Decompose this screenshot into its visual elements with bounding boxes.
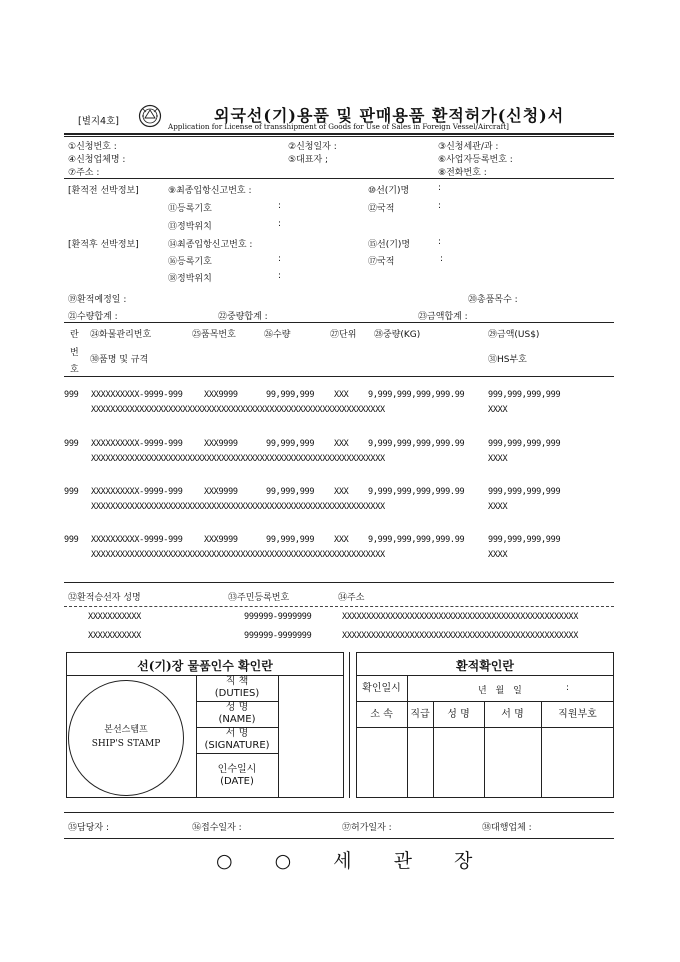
field-before-berth: ⑬정박위치 <box>168 222 212 232</box>
row-line <box>356 701 614 702</box>
crew-address: XXXXXXXXXXXXXXXXXXXXXXXXXXXXXXXXXXXXXXXXXXXXXXXXX <box>342 612 579 622</box>
table-cell-hs: XXXX <box>488 550 508 560</box>
form-number: [별지4호] <box>78 116 119 127</box>
field-application-no: ①신청번호 : <box>68 142 117 152</box>
table-cell-qty: 99,999,999 <box>266 390 315 400</box>
table-cell-unit: XXX <box>334 535 349 545</box>
field-address: ⑦주소 : <box>68 168 100 178</box>
table-cell-weight: 9,999,999,999,999.99 <box>368 390 465 400</box>
divider <box>64 812 614 813</box>
colon-mark: : <box>438 183 442 193</box>
time-colon: : <box>566 683 570 693</box>
col-hs-code: ㉛HS부호 <box>488 355 527 365</box>
duties-label-ko: 직 책 <box>225 676 249 687</box>
field-receipt-date: ㊱접수일자 : <box>192 823 242 833</box>
year-month-day: 년 월 일 <box>478 686 522 696</box>
divider <box>64 838 614 839</box>
table-cell-qty: 99,999,999 <box>266 535 315 545</box>
col-unit: ㉗단위 <box>330 330 357 340</box>
row-line <box>356 727 614 728</box>
table-cell-amount: 999,999,999,999 <box>488 535 561 545</box>
date-label-en: (DATE) <box>220 776 254 787</box>
col-line <box>278 675 279 798</box>
crew-name: XXXXXXXXXXX <box>88 631 141 641</box>
table-cell-mgmt: XXXXXXXXXX-9999-999 <box>91 439 183 449</box>
table-row-no: 999 <box>64 390 79 400</box>
header-rule-thin <box>64 136 614 137</box>
dashed-divider <box>64 606 614 607</box>
signature-label-ko: 서 명 <box>225 728 249 739</box>
col-amount: ㉙금액(US$) <box>488 330 540 340</box>
crew-id: 999999-9999999 <box>244 631 312 641</box>
table-cell-item: XXX9999 <box>204 439 238 449</box>
colon-mark: : <box>278 271 282 281</box>
col-line <box>349 652 350 798</box>
table-cell-amount: 999,999,999,999 <box>488 390 561 400</box>
col-item-no: ㉕품목번호 <box>192 330 236 340</box>
field-agency: ㊳대행업체 : <box>482 823 532 833</box>
field-phone: ⑧전화번호 : <box>438 168 487 178</box>
after-vessel-label: [환적후 선박정보] <box>68 240 139 250</box>
table-cell-mgmt: XXXXXXXXXX-9999-999 <box>91 487 183 497</box>
table-cell-hs: XXXX <box>488 454 508 464</box>
crew-id: 999999-9999999 <box>244 612 312 622</box>
col-cargo-mgmt-no: ㉔화물관리번호 <box>90 330 152 340</box>
table-cell-unit: XXX <box>334 390 349 400</box>
table-cell-mgmt: XXXXXXXXXX-9999-999 <box>91 390 183 400</box>
field-representative: ⑤대표자 ; <box>288 155 329 165</box>
field-after-entry-report-no: ⑭최종입항신고번호 : <box>168 240 253 250</box>
field-after-vessel-name: ⑮선(기)명 <box>368 240 411 250</box>
field-transship-date: ⑲환적예정일 : <box>68 295 127 305</box>
row-line <box>196 753 278 754</box>
divider <box>64 178 614 179</box>
field-after-berth: ⑱정박위치 <box>168 274 212 284</box>
table-row-no: 999 <box>64 439 79 449</box>
page-subtitle: Application for License of transshipment of Goods for Use of Sales in Foreign Vessel/Aircraft] <box>168 122 509 131</box>
divider <box>64 322 614 323</box>
field-before-registration: ⑪등록기호 <box>168 204 212 214</box>
table-cell-weight: 9,999,999,999,999.99 <box>368 487 465 497</box>
stamp-label-ko: 본선스템프 <box>104 725 148 735</box>
table-row-no: 999 <box>64 487 79 497</box>
duties-label-en: (DUTIES) <box>214 688 260 699</box>
col-staff-code: 직원부호 <box>558 709 597 720</box>
field-application-date: ②신청일자 : <box>288 142 337 152</box>
stamp-label-en: SHIP'S STAMP <box>91 739 161 749</box>
col-weight: ㉘중량(KG) <box>374 330 421 340</box>
page-title: 외국선(기)용품 및 판매용품 환적허가(신청)서 <box>214 106 565 125</box>
divider <box>64 376 614 377</box>
field-business-reg-no: ⑥사업자등록번호 : <box>438 155 513 165</box>
table-cell-amount: 999,999,999,999 <box>488 439 561 449</box>
field-total-weight: ㉒중량합계 : <box>218 312 268 322</box>
table-cell-weight: 9,999,999,999,999.99 <box>368 535 465 545</box>
table-cell-desc: XXXXXXXXXXXXXXXXXXXXXXXXXXXXXXXXXXXXXXXXXXXXXXXXXXXXXXXXXXXXX <box>91 502 385 512</box>
lane-no-label: 란 <box>70 330 79 340</box>
table-cell-item: XXX9999 <box>204 487 238 497</box>
field-after-nationality: ⑰국적 <box>368 257 395 267</box>
table-cell-item: XXX9999 <box>204 390 238 400</box>
row-line <box>356 675 614 676</box>
col-signature: 서 명 <box>501 709 524 720</box>
table-cell-unit: XXX <box>334 439 349 449</box>
table-cell-desc: XXXXXXXXXXXXXXXXXXXXXXXXXXXXXXXXXXXXXXXXXXXXXXXXXXXXXXXXXXXXX <box>91 405 385 415</box>
field-customs-office: ③신청세관/과 : <box>438 142 499 152</box>
colon-mark: : <box>440 254 444 264</box>
transship-confirm-title: 환적확인란 <box>456 659 514 673</box>
field-person-in-charge: ㉟담당자 : <box>68 823 109 833</box>
colon-mark: : <box>438 201 442 211</box>
field-total-qty: ㉑수량합계 : <box>68 312 118 322</box>
table-cell-unit: XXX <box>334 487 349 497</box>
crew-id-header: ㉝주민등록번호 <box>228 593 290 603</box>
customs-office-head: ○ ○ 세 관 장 <box>216 850 477 872</box>
table-cell-hs: XXXX <box>488 405 508 415</box>
lane-no-label: 호 <box>70 365 79 375</box>
table-cell-amount: 999,999,999,999 <box>488 487 561 497</box>
before-vessel-label: [환적전 선박정보] <box>68 186 139 196</box>
col-name: 성 명 <box>447 709 470 720</box>
table-cell-desc: XXXXXXXXXXXXXXXXXXXXXXXXXXXXXXXXXXXXXXXXXXXXXXXXXXXXXXXXXXXXX <box>91 550 385 560</box>
field-after-registration: ⑯등록기호 <box>168 257 212 267</box>
customs-emblem-icon <box>138 104 162 128</box>
field-before-vessel-name: ⑩선(기)명 <box>368 186 410 196</box>
table-cell-weight: 9,999,999,999,999.99 <box>368 439 465 449</box>
lane-no-label: 번 <box>70 348 79 358</box>
col-description: ㉚품명 및 규격 <box>90 355 149 365</box>
colon-mark: : <box>278 254 282 264</box>
colon-mark: : <box>278 219 282 229</box>
table-cell-desc: XXXXXXXXXXXXXXXXXXXXXXXXXXXXXXXXXXXXXXXXXXXXXXXXXXXXXXXXXXXXX <box>91 454 385 464</box>
crew-address: XXXXXXXXXXXXXXXXXXXXXXXXXXXXXXXXXXXXXXXXXXXXXXXXX <box>342 631 579 641</box>
header-rule <box>64 133 614 135</box>
field-company-name: ④신청업체명 : <box>68 155 126 165</box>
crew-address-header: ㉞주소 <box>338 593 365 603</box>
confirm-datetime-label: 확인일시 <box>362 683 401 694</box>
crew-name: XXXXXXXXXXX <box>88 612 141 622</box>
colon-mark: : <box>438 237 442 247</box>
field-permit-date: ㊲허가일자 : <box>342 823 392 833</box>
col-affiliation: 소 속 <box>370 709 393 720</box>
date-label-ko: 인수일시 <box>217 764 257 775</box>
field-total-amount: ㉓금액합계 : <box>418 312 468 322</box>
colon-mark: : <box>278 201 282 211</box>
col-line <box>407 675 408 798</box>
table-row-no: 999 <box>64 535 79 545</box>
field-before-entry-report-no: ⑨최종입항신고번호 : <box>168 186 252 196</box>
field-before-nationality: ⑫국적 <box>368 204 395 214</box>
name-label-en: (NAME) <box>218 714 256 725</box>
table-cell-hs: XXXX <box>488 502 508 512</box>
table-cell-mgmt: XXXXXXXXXX-9999-999 <box>91 535 183 545</box>
table-cell-qty: 99,999,999 <box>266 487 315 497</box>
captain-confirm-title: 선(기)장 물품인수 확인란 <box>137 659 273 673</box>
field-total-items: ⑳총품목수 : <box>468 295 518 305</box>
divider <box>64 582 614 583</box>
table-cell-qty: 99,999,999 <box>266 439 315 449</box>
name-label-ko: 성 명 <box>225 702 249 713</box>
col-rank: 직급 <box>410 709 430 720</box>
crew-name-header: ㉜환적승선자 성명 <box>68 593 141 603</box>
col-quantity: ㉖수량 <box>264 330 291 340</box>
stamp-circle <box>68 680 184 796</box>
table-cell-item: XXX9999 <box>204 535 238 545</box>
signature-label-en: (SIGNATURE) <box>204 740 270 751</box>
